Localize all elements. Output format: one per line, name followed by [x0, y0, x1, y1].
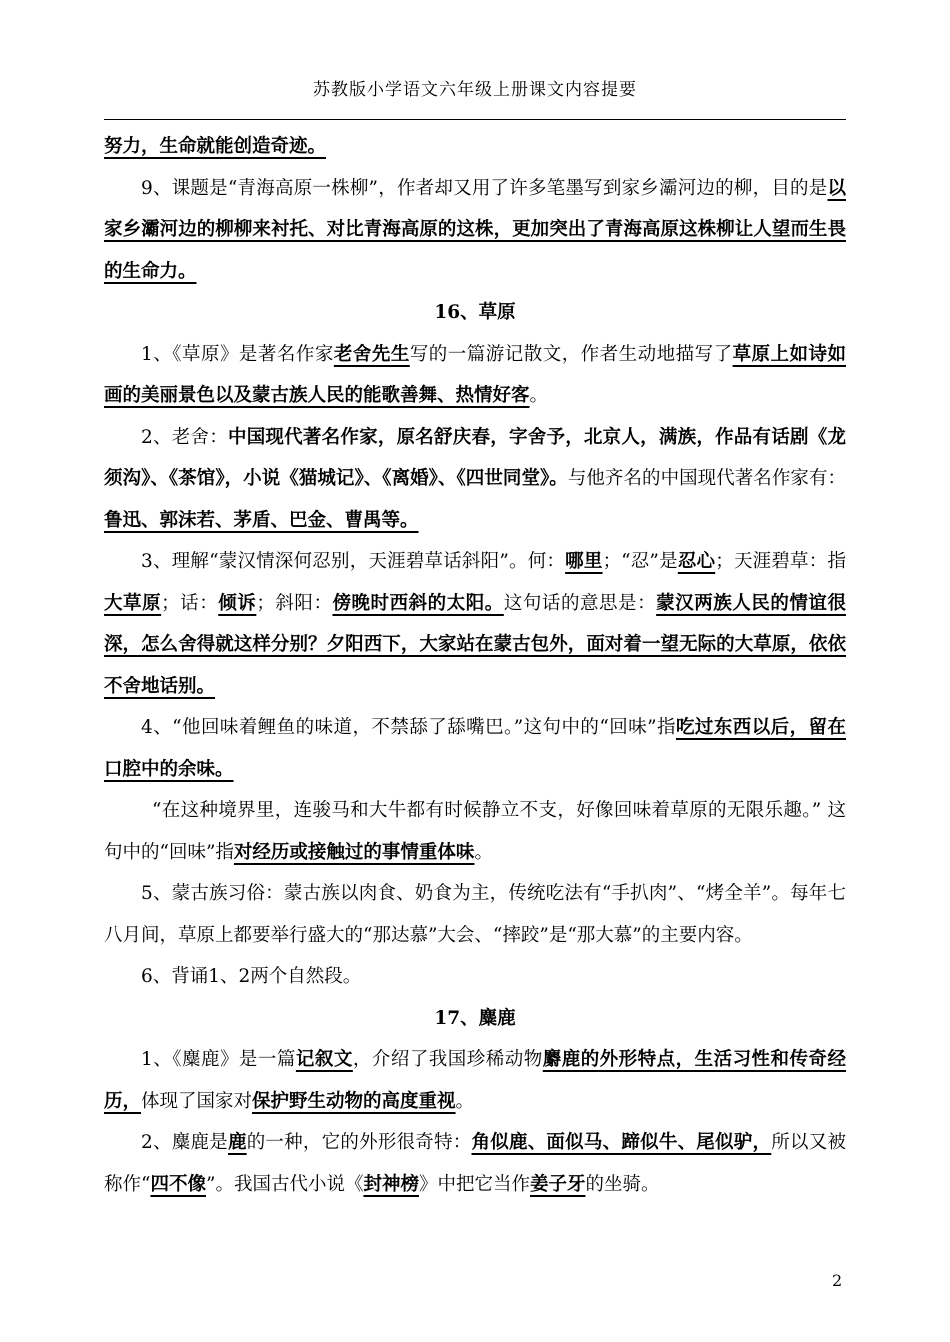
body-text: 3、理解“蒙汉情深何忍别，天涯碧草话斜阳”。何：: [141, 551, 566, 572]
body-text: 写的一篇游记散文，作者生动地描写了: [409, 343, 733, 365]
emphasis-text: 鹿: [227, 1132, 247, 1153]
body-text: ”。我国古代小说《: [205, 1173, 364, 1195]
body-text: 的一种，它的外形很奇特：: [246, 1132, 472, 1153]
paragraph-17-2: [104, 1122, 846, 1205]
body-text: 2、麋鹿是: [141, 1132, 228, 1153]
body-text: 的坐骑。: [585, 1173, 660, 1195]
body-text: ，介绍了我国珍稀动物: [352, 1049, 543, 1070]
body-text: 1、《麋鹿》是一篇: [141, 1049, 296, 1070]
emphasis-text: 努力，生命就能创造奇迹。: [104, 136, 327, 157]
emphasis-text: 记叙文: [295, 1049, 353, 1070]
paragraph-17-1: [104, 1039, 846, 1122]
emphasis-text: 四不像: [150, 1173, 206, 1195]
emphasis-text: 傍晚时西斜的太阳。: [332, 592, 504, 614]
paragraph-16-4: [104, 707, 846, 790]
emphasis-text: 忍心: [677, 551, 716, 572]
body-text: 所以又被称作“: [104, 1132, 846, 1195]
body-text: ；话：: [161, 592, 219, 614]
body-text: 这句话的意思是：: [503, 592, 657, 614]
emphasis-text: 封神榜: [363, 1173, 419, 1195]
header-divider: [104, 119, 846, 120]
emphasis-text: 哪里: [565, 551, 603, 572]
body-text: 。: [474, 841, 493, 863]
emphasis-text: 草原上如诗如画的美丽景色以及蒙古族人民的能歌善舞、热情好客: [104, 343, 846, 406]
body-text: 》中把它当作: [418, 1173, 530, 1195]
paragraph-16-1: [104, 334, 846, 417]
emphasis-text: 老舍先生: [333, 343, 410, 365]
emphasis-text: 麝鹿的外形特点，生活习性和传奇经历，: [104, 1049, 846, 1112]
body-text: 9、课题是“青海高原一株柳”，作者却又用了许多笔墨写到家乡灞河边的柳，目的是: [141, 177, 828, 199]
emphasis-text: 蒙汉两族人民的情谊很深，怎么舍得就这样分别？夕阳西下，大家站在蒙古包外，面对着一望无际的大草原，依依不舍地话别。: [104, 592, 846, 697]
paragraph-16-6: [104, 956, 846, 998]
emphasis-text: 鲁迅、郭沫若、茅盾、巴金、曹禺等。: [104, 509, 419, 531]
page-number: 2: [832, 1271, 843, 1290]
emphasis-text: 姜子牙: [529, 1173, 586, 1195]
body-text: “在这种境界里，连骏马和大牛都有时候静立不支，好像回味着草原的无限乐趣。” 这句中的“回味”指: [104, 800, 846, 863]
paragraph-16-4-quote: [104, 790, 846, 873]
paragraph-item-9: [104, 168, 846, 293]
emphasis-text: 对经历或接触过的事情重体味: [233, 841, 475, 863]
paragraph-continuation: [104, 126, 846, 168]
paragraph-16-5: [104, 873, 846, 956]
body-text: 6、背诵1、2两个自然段。: [141, 966, 362, 987]
body-text: 。: [455, 1090, 475, 1112]
paragraph-16-2: [104, 417, 846, 542]
body-text: 4、“他回味着鲤鱼的味道，不禁舔了舔嘴巴。”这句中的“回味”指: [141, 717, 676, 738]
emphasis-text: 保护野生动物的高度重视: [252, 1090, 456, 1112]
page-header: 苏教版小学语文六年级上册课文内容提要: [313, 80, 637, 100]
body-text: 体现了国家对: [141, 1090, 253, 1112]
emphasis-text: 吃过东西以后，留在口腔中的余味。: [104, 717, 846, 780]
body-text: 5、蒙古族习俗：蒙古族以肉食、奶食为主，传统吃法有“手扒肉”、“烤全羊”。每年七八月间，草原上都要举行盛大的“那达慕”大会、“摔跤”是“那大慕”的主要内容。: [104, 883, 846, 946]
body-text: ；天涯碧草：指: [715, 551, 846, 572]
emphasis-text: 角似鹿、面似马、蹄似牛、尾似驴，: [471, 1132, 772, 1153]
section-heading-16: 16、草原: [434, 302, 516, 323]
body-text: ；“忍”是: [602, 551, 678, 572]
emphasis-text: 以家乡灞河边的柳柳来衬托、对比青海高原的这株，更加突出了青海高原这株柳让人望而生畏的生命力。: [104, 177, 846, 282]
document-body: [104, 126, 846, 1205]
body-text: 2、老舍：: [141, 426, 228, 448]
body-text: 。: [529, 385, 549, 406]
bold-text: 中国现代著名作家，原名舒庆春，字舍予，北京人，满族，作品有话剧《龙须沟》、《茶馆》，小说《猫城记》、《离婚》、《四世同堂》。: [104, 426, 846, 489]
emphasis-text: 大草原: [104, 592, 162, 614]
paragraph-16-3: [104, 541, 846, 707]
section-heading-17: 17、麋鹿: [434, 1007, 516, 1029]
body-text: 与他齐名的中国现代著名作家有：: [567, 468, 846, 489]
body-text: 1、《草原》是著名作家: [141, 343, 334, 365]
body-text: ；斜阳：: [256, 592, 333, 614]
emphasis-text: 倾诉: [218, 592, 257, 614]
